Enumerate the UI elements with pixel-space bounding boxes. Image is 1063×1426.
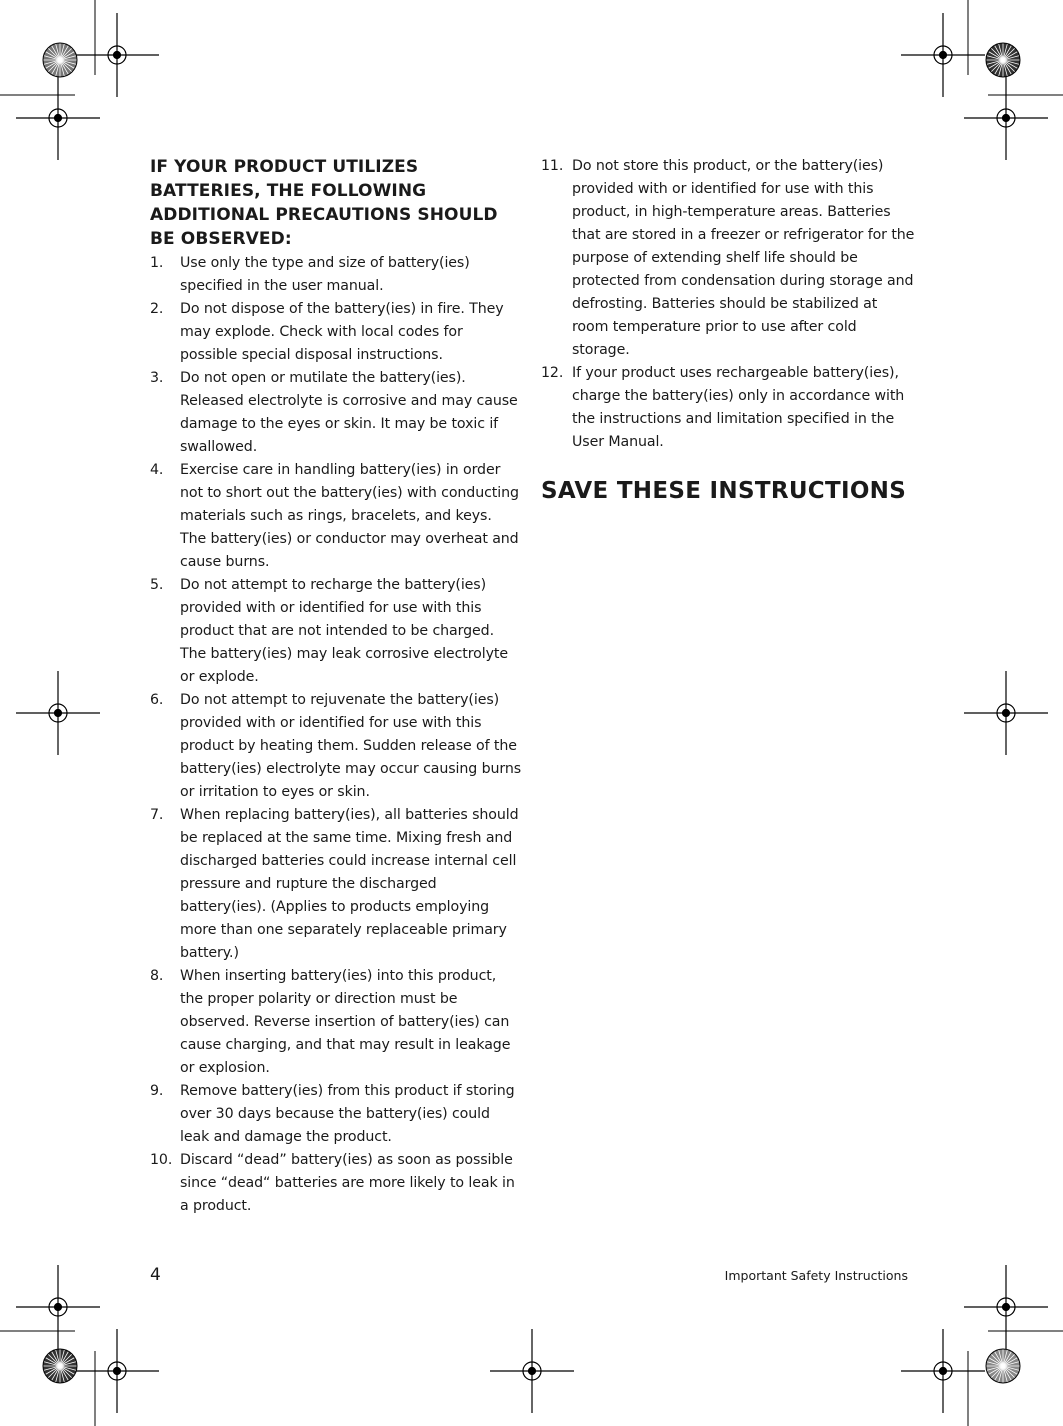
item-number: 1.: [150, 255, 164, 271]
item-text: Do not attempt to rejuvenate the battery(ies) provided with or identified for use with this product by heating them. Sudden release of the battery(ies) electrolyte may occur causing burns or irritation to eyes or skin.: [180, 692, 522, 800]
precaution-item: [150, 1149, 522, 1218]
item-number: 2.: [150, 301, 164, 317]
item-number: 3.: [150, 370, 164, 386]
precaution-item: [150, 965, 522, 1080]
precaution-item: [150, 804, 522, 965]
item-number: 7.: [150, 807, 164, 823]
registration-crosshair: [901, 13, 985, 97]
item-number: 4.: [150, 462, 164, 478]
item-number: 10.: [150, 1152, 173, 1168]
item-text: Do not dispose of the battery(ies) in fire. They may explode. Check with local codes for possible special disposal instructions.: [180, 301, 504, 363]
item-text: Do not attempt to recharge the battery(ies) provided with or identified for use with this product that are not intended to be charged. The battery(ies) may leak corrosive electrolyte or explode.: [180, 577, 508, 685]
item-text: When replacing battery(ies), all batteries should be replaced at the same time. Mixing fresh and discharged batteries could increase internal cell pressure and rupture the discharged battery(ies). (Applies to products employing more than one separately replaceable primary battery.): [180, 807, 519, 961]
item-number: 5.: [150, 577, 164, 593]
footer-section-title: Important Safety Instructions: [724, 1268, 908, 1283]
item-number: 9.: [150, 1083, 164, 1099]
item-text: Exercise care in handling battery(ies) in order not to short out the battery(ies) with conducting materials such as rings, bracelets, and keys. The battery(ies) or conductor may overheat and cause burns.: [180, 462, 519, 570]
registration-starburst: [43, 1349, 77, 1383]
item-text: If your product uses rechargeable battery(ies), charge the battery(ies) only in accordance with the instructions and limitation specified in the User Manual.: [572, 365, 905, 450]
precaution-item: [150, 689, 522, 804]
precautions-list-left: [150, 252, 522, 1218]
registration-starburst: [986, 1349, 1020, 1383]
precautions-list-right: [541, 155, 916, 454]
registration-crosshair: [75, 13, 159, 97]
item-text: Use only the type and size of battery(ies) specified in the user manual.: [180, 255, 470, 294]
registration-starburst: [986, 43, 1020, 77]
registration-crosshair: [964, 671, 1048, 755]
precaution-item: [150, 459, 522, 574]
precautions-heading: IF YOUR PRODUCT UTILIZES BATTERIES, THE FOLLOWING ADDITIONAL PRECAUTIONS SHOULD BE OBSERVED:: [150, 157, 498, 249]
registration-crosshair: [964, 1265, 1048, 1349]
right-column: [541, 155, 916, 506]
precaution-item: [541, 362, 916, 454]
registration-crosshair: [75, 1329, 159, 1413]
registration-crosshair: [964, 76, 1048, 160]
precaution-item: [150, 252, 522, 298]
item-number: 6.: [150, 692, 164, 708]
item-number: 11.: [541, 158, 564, 174]
item-text: Remove battery(ies) from this product if storing over 30 days because the battery(ies) could leak and damage the product.: [180, 1083, 515, 1145]
precaution-item: [150, 1080, 522, 1149]
item-text: Do not store this product, or the battery(ies) provided with or identified for use with this product, in high-temperature areas. Batteries that are stored in a freezer or refrigerator for the purpose of extending shelf life should be protected from condensation during storage and defrosting. Batteries should be stabilized at room temperature prior to use after cold storage.: [572, 158, 915, 358]
save-instructions-heading: SAVE THESE INSTRUCTIONS: [541, 478, 907, 504]
registration-crosshair: [16, 76, 100, 160]
item-text: Discard “dead” battery(ies) as soon as possible since “dead“ batteries are more likely to leak in a product.: [180, 1152, 515, 1214]
item-number: 12.: [541, 365, 564, 381]
item-number: 8.: [150, 968, 164, 984]
precaution-item: [150, 574, 522, 689]
precaution-item: [150, 298, 522, 367]
item-text: When inserting battery(ies) into this product, the proper polarity or direction must be observed. Reverse insertion of battery(ies) can cause charging, and that may result in leakage or explosion.: [180, 968, 511, 1076]
item-text: Do not open or mutilate the battery(ies). Released electrolyte is corrosive and may cause damage to the eyes or skin. It may be toxic if swallowed.: [180, 370, 518, 455]
precaution-item: [150, 367, 522, 459]
registration-starburst: [43, 43, 77, 77]
registration-crosshair: [16, 1265, 100, 1349]
left-column: [150, 155, 522, 1218]
registration-crosshair: [16, 671, 100, 755]
page-number: 4: [150, 1265, 161, 1285]
precaution-item: [541, 155, 916, 362]
registration-crosshair: [901, 1329, 985, 1413]
registration-crosshair: [490, 1329, 574, 1413]
